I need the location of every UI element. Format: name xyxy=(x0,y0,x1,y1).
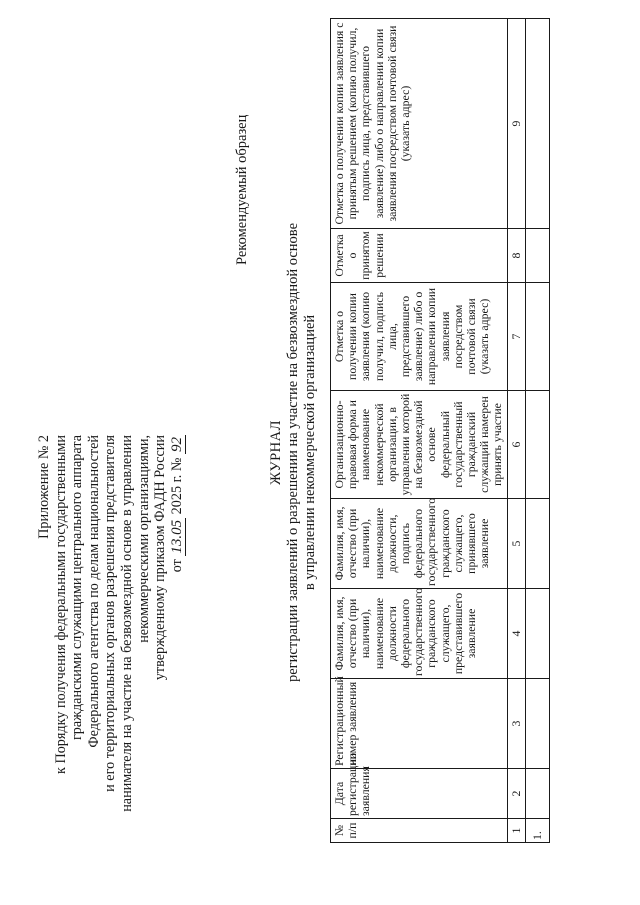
header-cell-decision-copy: Отметка о получении копии заявления с принятым решением (копию получил, подпись лица, представившего заявление) либо о направлении копии заявления посредством почтовой связи (указать адрес) xyxy=(331,19,508,229)
empty-cell xyxy=(525,283,549,391)
empty-cell xyxy=(525,499,549,589)
journal-table xyxy=(330,18,550,843)
journal-title-subtitle: регистрации заявлений о разрешении на участие на безвозмездной основе xyxy=(285,223,301,683)
header-cell-copy-received: Отметка о получении копии заявления (копию получил, подпись лица, представившего заявление) либо о направлении копии заявления посредством почтовой связи (указать адрес) xyxy=(331,283,508,391)
column-number: 2 xyxy=(507,769,525,819)
approval-prefix: от xyxy=(168,559,185,573)
header-cell-reg-number: Регистрационный номер заявления xyxy=(331,679,508,769)
column-number: 4 xyxy=(507,589,525,679)
header-cell-decision: Отметка о принятом решении xyxy=(331,229,508,283)
empty-cell xyxy=(525,769,549,819)
journal-title-subtitle-2: в управлении некоммерческой организацией xyxy=(302,314,318,591)
header-cell-number: № п/п xyxy=(331,819,508,843)
journal-title-main: ЖУРНАЛ xyxy=(268,420,284,485)
approval-day: 13.05 xyxy=(168,519,185,554)
appendix-line: нанимателя на участие на безвозмездной основе в управлении xyxy=(118,435,135,812)
appendix-line: гражданскими служащими центрального аппарата xyxy=(69,435,86,741)
journal-title xyxy=(268,0,319,905)
appendix-line: утвержденному приказом ФАДН России xyxy=(152,435,169,681)
appendix-line: и его территориальных органов разрешения представителя xyxy=(102,435,119,792)
header-cell-organization: Организационно-правовая форма и наименование некоммерческой организации, в управлении которой на безвозмездной основе федеральный государственный гражданский служащий намерен принять участие xyxy=(331,391,508,499)
column-number: 9 xyxy=(507,19,525,229)
empty-cell xyxy=(525,19,549,229)
header-cell-date: Дата регистрации заявления xyxy=(331,769,508,819)
column-number: 6 xyxy=(507,391,525,499)
appendix-line: к Порядку получения федеральными государственными xyxy=(52,435,69,774)
empty-cell xyxy=(525,229,549,283)
column-number-row xyxy=(507,19,525,843)
column-number: 1 xyxy=(507,819,525,843)
column-number: 5 xyxy=(507,499,525,589)
table-row xyxy=(525,19,549,843)
table-header-row xyxy=(331,19,508,843)
header-cell-receiver: Фамилия, имя, отчество (при наличии), наименование должности, подпись федерального государственного гражданского служащего, принявшего заявление xyxy=(331,499,508,589)
row-number: 1. xyxy=(525,819,549,843)
approval-year: 2025 г. № xyxy=(168,457,185,515)
approval-date-line xyxy=(169,435,187,905)
column-number: 8 xyxy=(507,229,525,283)
appendix-line: некоммерческими организациями, xyxy=(135,435,152,643)
column-number: 7 xyxy=(507,283,525,391)
approval-number: 92 xyxy=(168,437,185,452)
column-number: 3 xyxy=(507,679,525,769)
recommended-sample-label: Рекомендуемый образец xyxy=(234,114,250,265)
appendix-line: Приложение № 2 xyxy=(36,435,52,539)
header-cell-applicant: Фамилия, имя, отчество (при наличии), наименование должности федерального государственного гражданского служащего, представившего заявление xyxy=(331,589,508,679)
empty-cell xyxy=(525,589,549,679)
empty-cell xyxy=(525,679,549,769)
empty-cell xyxy=(525,391,549,499)
appendix-header xyxy=(36,435,186,905)
appendix-line: Федерального агентства по делам национальностей xyxy=(85,435,102,748)
